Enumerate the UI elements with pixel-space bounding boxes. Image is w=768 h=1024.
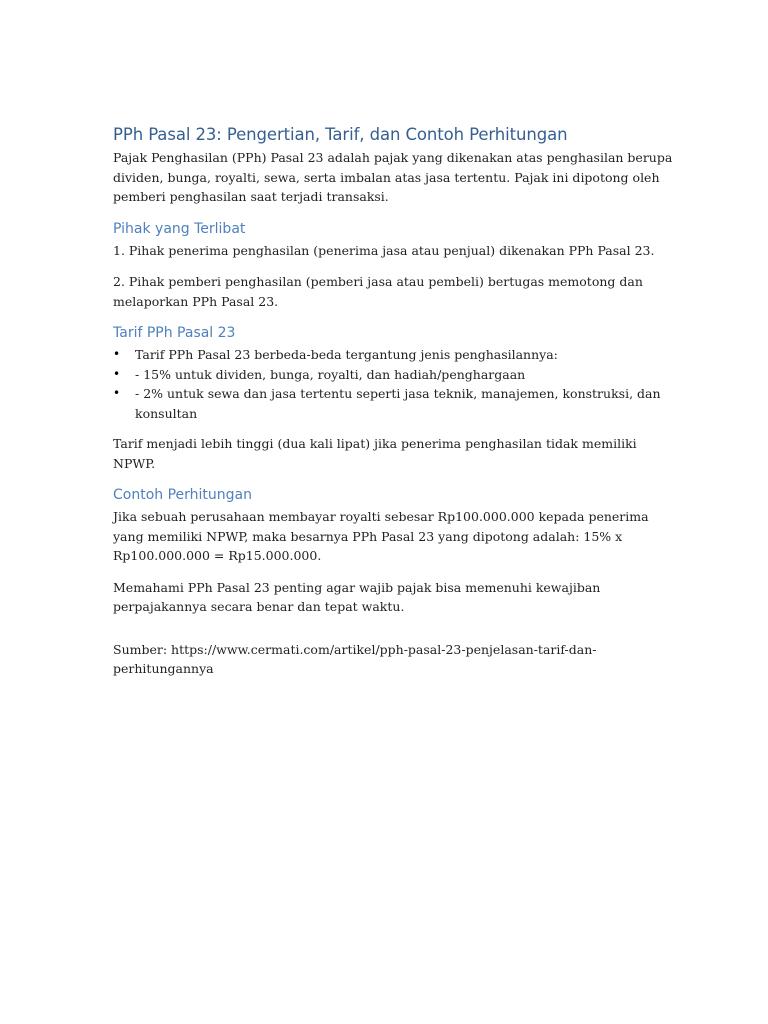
section-heading-parties: Pihak yang Terlibat [113, 220, 246, 237]
section-parties [113, 219, 673, 312]
party-paragraph-1: 1. Pihak penerima penghasilan (penerima jasa atau penjual) dikenakan PPh Pasal 23. [113, 242, 655, 258]
list-item-text: - 2% untuk sewa dan jasa tertentu seperti jasa teknik, manajemen, konstruksi, dan konsultan [135, 386, 661, 421]
bullet-icon: • [113, 347, 121, 361]
source-citation: Sumber: https://www.cermati.com/artikel/pph-pasal-23-penjelasan-tarif-dan-perhitungannya [113, 641, 597, 676]
document-title: PPh Pasal 23: Pengertian, Tarif, dan Contoh Perhitungan [113, 125, 568, 144]
rates-note: Tarif menjadi lebih tinggi (dua kali lipat) jika penerima penghasilan tidak memiliki NPWP. [113, 436, 637, 471]
bullet-icon: • [113, 366, 121, 381]
party-paragraph-2: 2. Pihak pemberi penghasilan (pemberi jasa atau pembeli) bertugas memotong dan melaporkan PPh Pasal 23. [113, 274, 643, 309]
section-heading-example: Contoh Perhitungan [113, 487, 252, 503]
rates-bullet-list [113, 345, 673, 423]
list-item [113, 345, 673, 365]
section-rates [113, 323, 673, 473]
section-example [113, 485, 673, 617]
section-heading-rates: Tarif PPh Pasal 23 [113, 325, 236, 341]
document-page [113, 124, 673, 691]
intro-paragraph: Pajak Penghasilan (PPh) Pasal 23 adalah pajak yang dikenakan atas penghasilan berupa dividen, bunga, royalti, sewa, serta imbalan atas jasa tertentu. Pajak ini dipotong oleh pemberi penghasilan saat terjadi transaksi. [113, 150, 673, 204]
list-item [113, 384, 673, 423]
list-item-text: - 15% untuk dividen, bunga, royalti, dan hadiah/penghargaan [135, 366, 526, 382]
conclusion-paragraph: Memahami PPh Pasal 23 penting agar wajib pajak bisa memenuhi kewajiban perpajakannya secara benar dan tepat waktu. [113, 579, 601, 614]
list-item [113, 365, 673, 385]
bullet-icon: • [113, 386, 121, 400]
list-item-text: Tarif PPh Pasal 23 berbeda-beda tergantung jenis penghasilannya: [135, 347, 558, 362]
example-paragraph: Jika sebuah perusahaan membayar royalti sebesar Rp100.000.000 kepada penerima yang memiliki NPWP, maka besarnya PPh Pasal 23 yang dipotong adalah: 15% x Rp100.000.000 = Rp15.000.000. [113, 509, 649, 563]
